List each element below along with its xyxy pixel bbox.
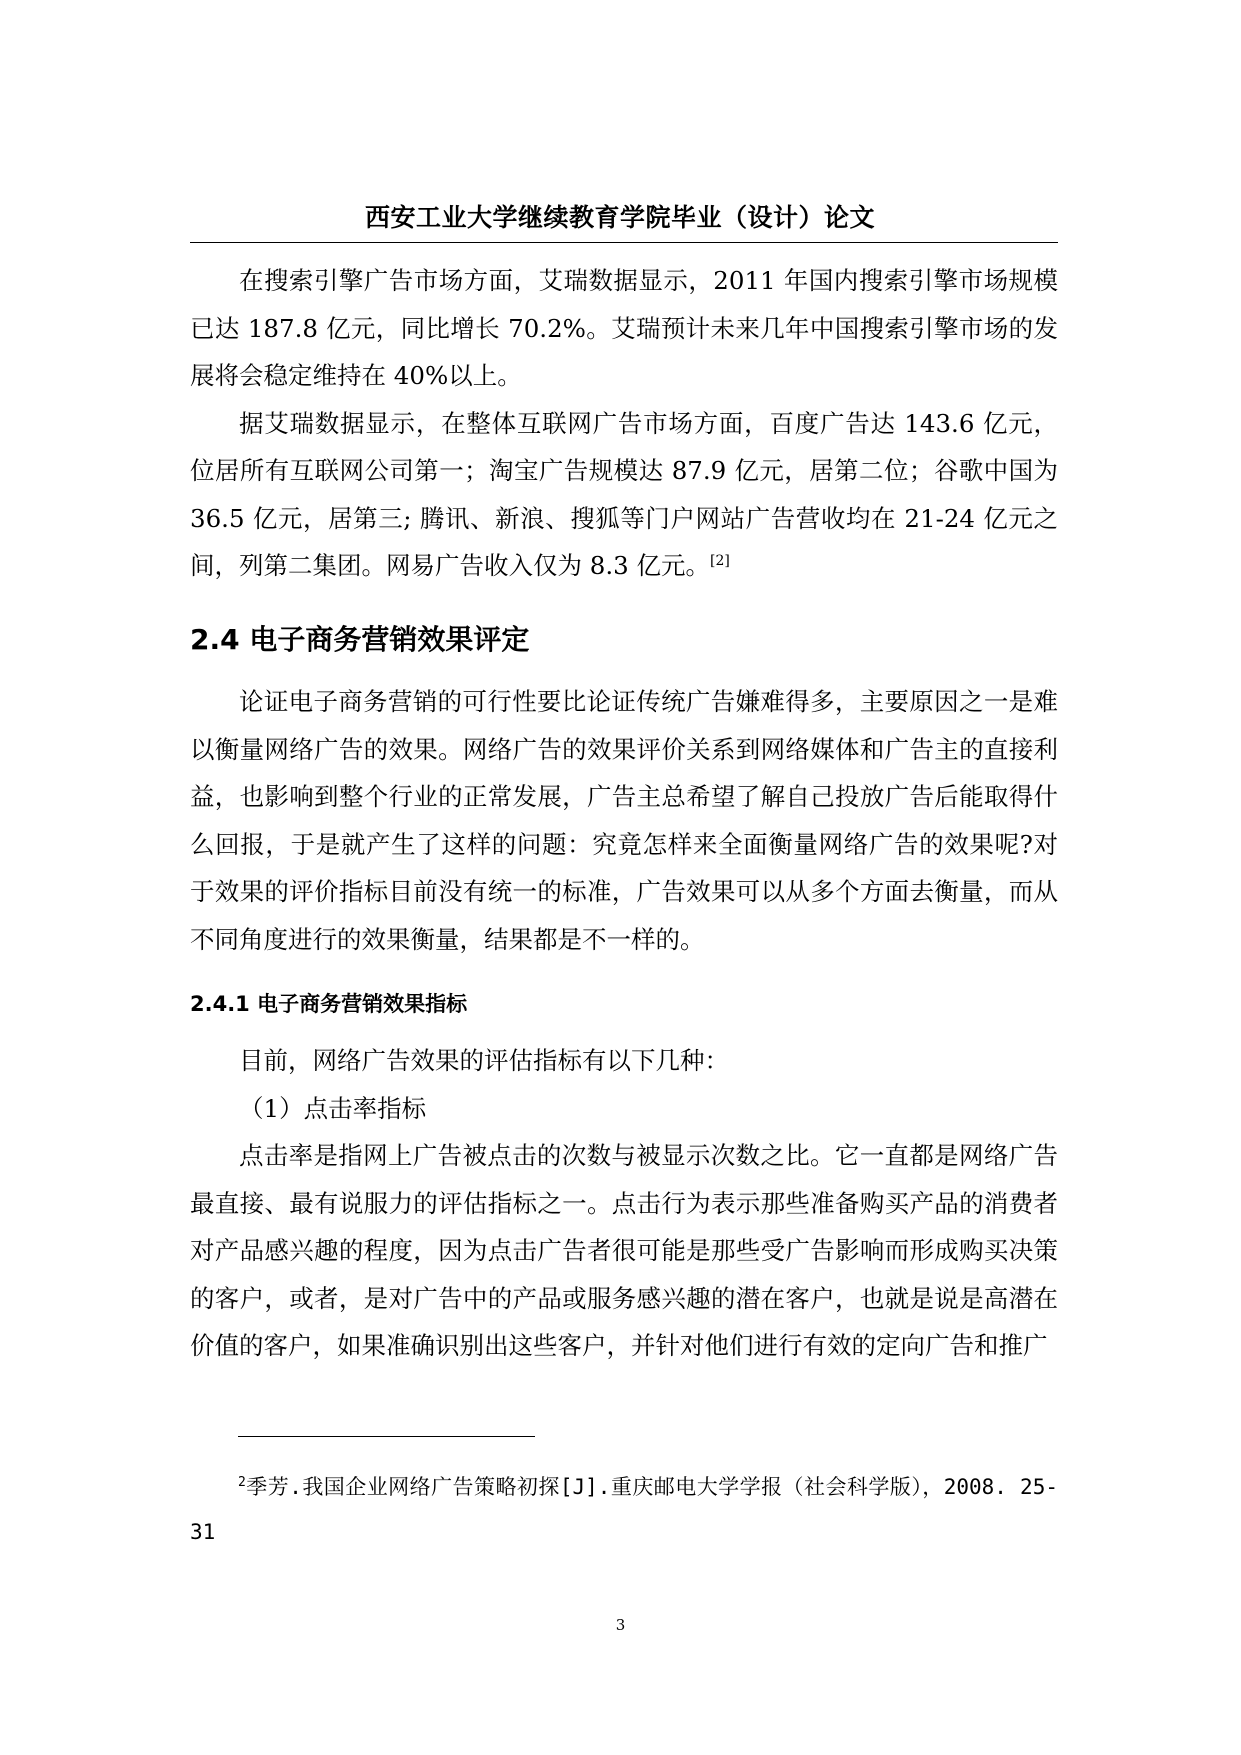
subsection-heading: 2.4.1 电子商务营销效果指标 <box>190 992 468 1016</box>
paragraph-evaluation-difficulty: 论证电子商务营销的可行性要比论证传统广告嫌难得多，主要原因之一是难以衡量网络广告的效果。网络广告的效果评价关系到网络媒体和广告主的直接利益，也影响到整个行业的正常发展，广告主总希望了解自己投放广告后能取得什么回报，于是就产生了这样的问题：究竟怎样来全面衡量网络广告的效果呢?对于效果的评价指标目前没有统一的标准，广告效果可以从多个方面去衡量，而从不同角度进行的效果衡量，结果都是不一样的。 <box>190 687 1058 954</box>
intro-text-block <box>190 257 1058 590</box>
footnote <box>190 1465 1058 1555</box>
citation-reference: [2] <box>710 552 730 569</box>
paragraph-ctr-definition: 点击率是指网上广告被点击的次数与被显示次数之比。它一直都是网络广告最直接、最有说服力的评估指标之一。点击行为表示那些准备购买产品的消费者对产品感兴趣的程度，因为点击广告者很可能是那些受广告影响而形成购买决策的客户，或者，是对广告中的产品或服务感兴趣的潜在客户，也就是说是高潜在价值的客户，如果准确识别出这些客户，并针对他们进行有效的定向广告和推广 <box>190 1141 1058 1360</box>
paragraph-search-ad-market: 在搜索引擎广告市场方面，艾瑞数据显示，2011 年国内搜索引擎市场规模已达 187.8 亿元，同比增长 70.2%。艾瑞预计未来几年中国搜索引擎市场的发展将会稳定维持在 40%以上。 <box>190 266 1058 390</box>
section-text-block <box>190 678 1058 963</box>
paragraph-internet-ad-market-text: 据艾瑞数据显示，在整体互联网广告市场方面，百度广告达 143.6 亿元，位居所有互联网公司第一；淘宝广告规模达 87.9 亿元，居第二位；谷歌中国为 36.5 亿元，居第三; 腾讯、新浪、搜狐等门户网站广告营收均在 21-24 亿元之间，列第二集团。网易广告收入仅为 8.3 亿元。 <box>190 408 1058 580</box>
running-header-title: 西安工业大学继续教育学院毕业（设计）论文 <box>364 203 875 232</box>
footnote-mark: 2 <box>238 1475 246 1490</box>
section-heading: 2.4 电子商务营销效果评定 <box>190 623 530 656</box>
header-rule <box>190 242 1058 243</box>
paragraph-internet-ad-market <box>190 400 1058 590</box>
subsection-text-block <box>190 1037 1058 1370</box>
paragraph-ctr-heading: （1）点击率指标 <box>239 1093 427 1123</box>
footnote-text: 季芳.我国企业网络广告策略初探[J].重庆邮电大学学报（社会科学版），2008. 25-31 <box>190 1475 1058 1544</box>
paragraph-metrics-intro: 目前，网络广告效果的评估指标有以下几种： <box>239 1046 729 1075</box>
page-number: 3 <box>615 1616 626 1634</box>
footnote-separator <box>238 1436 535 1437</box>
